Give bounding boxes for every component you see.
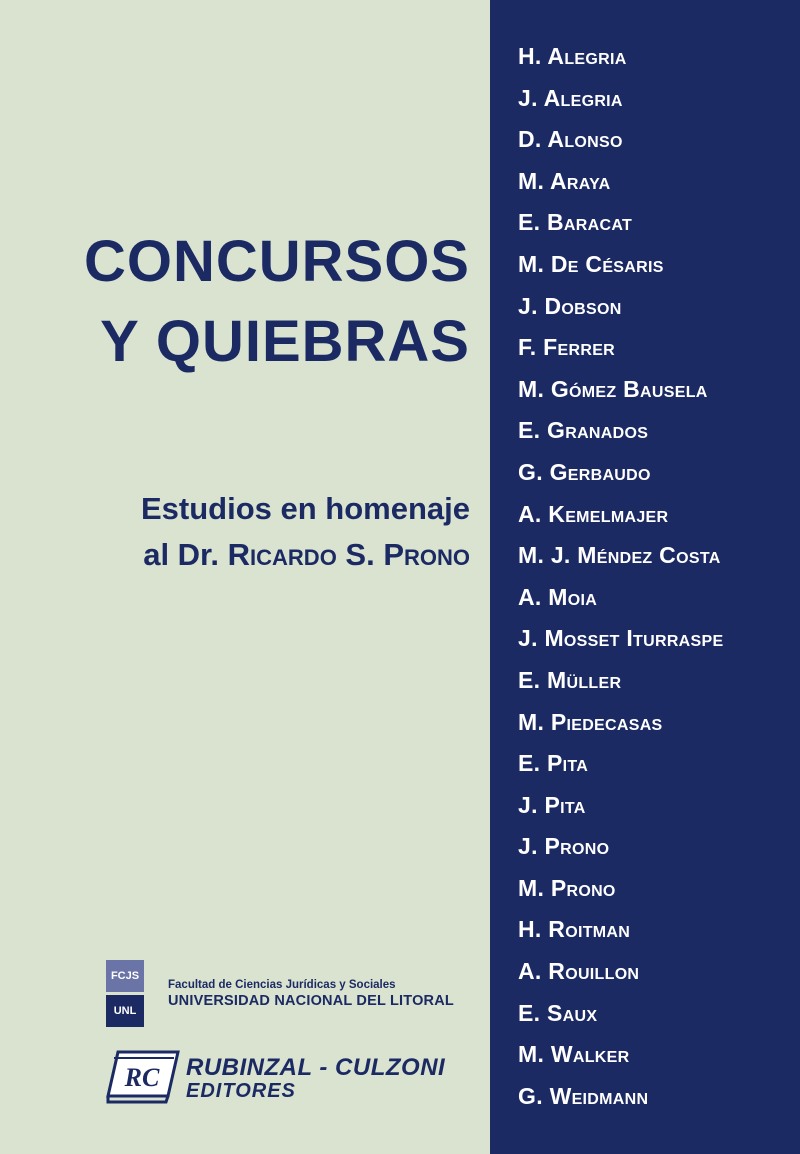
- unl-badge: UNL: [106, 995, 144, 1027]
- author-name: E. Granados: [518, 417, 649, 444]
- university-text: [168, 978, 454, 1010]
- publisher-text: [186, 1056, 445, 1102]
- author-name: J. Pita: [518, 791, 586, 818]
- author-name: M. Araya: [518, 167, 611, 194]
- book-subtitle: [10, 486, 470, 578]
- author-name: J. Dobson: [518, 292, 622, 319]
- author-name: H. Roitman: [518, 916, 631, 943]
- author-name: J. Alegria: [518, 84, 623, 111]
- author-name: A. Rouillon: [518, 958, 640, 985]
- emblem-letters: RC: [124, 1063, 160, 1092]
- title-line-2: Y QUIEBRAS: [100, 309, 470, 374]
- author-name: M. Prono: [518, 874, 616, 901]
- honoree-name: Ricardo S. Prono: [227, 537, 470, 572]
- author-name: D. Alonso: [518, 126, 623, 153]
- authors-list: [518, 40, 798, 1121]
- author-name: M. Walker: [518, 1041, 630, 1068]
- publisher-logo: [104, 1046, 484, 1106]
- author-name: M. J. Méndez Costa: [518, 542, 721, 569]
- author-name: G. Weidmann: [518, 1082, 649, 1109]
- faculty-name: Facultad de Ciencias Jurídicas y Sociales: [168, 979, 396, 991]
- author-name: M. De Césaris: [518, 250, 664, 277]
- author-name: A. Moia: [518, 583, 598, 610]
- author-name: E. Baracat: [518, 209, 633, 236]
- author-name: E. Saux: [518, 999, 598, 1026]
- author-name: M. Piedecasas: [518, 708, 663, 735]
- subtitle-line-2: [10, 532, 470, 578]
- university-logo: [106, 960, 486, 1030]
- publisher-emblem-icon: [104, 1046, 182, 1104]
- title-line-1: CONCURSOS: [83, 229, 470, 294]
- publisher-name: RUBINZAL - CULZONI: [186, 1054, 446, 1081]
- fcjs-badge: FCJS: [106, 960, 144, 992]
- subtitle-line-1: Estudios en homenaje: [140, 491, 470, 526]
- author-name: E. Pita: [518, 750, 589, 777]
- university-name: UNIVERSIDAD NACIONAL DEL LITORAL: [168, 993, 454, 1009]
- author-name: E. Müller: [518, 666, 622, 693]
- author-name: A. Kemelmajer: [518, 500, 669, 527]
- author-name: G. Gerbaudo: [518, 458, 651, 485]
- publisher-imprint: EDITORES: [186, 1080, 296, 1102]
- author-name: F. Ferrer: [518, 334, 616, 361]
- author-name: J. Mosset Iturraspe: [518, 625, 724, 652]
- author-name: H. Alegria: [518, 43, 627, 69]
- book-title: [10, 222, 470, 382]
- author-name: J. Prono: [518, 833, 610, 860]
- author-name: M. Gómez Bausela: [518, 375, 708, 402]
- subtitle-prefix: al Dr.: [143, 537, 228, 572]
